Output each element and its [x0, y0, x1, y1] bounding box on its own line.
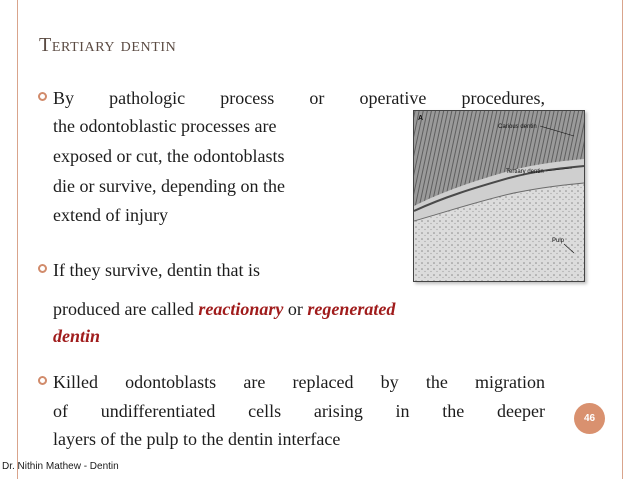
bullet-3-line-1: Killed odontoblasts are replaced by the migration: [53, 372, 545, 392]
bullet-1-line-3: exposed or cut, the odontoblasts: [53, 146, 285, 166]
term-regenerated-cont: dentin: [53, 326, 101, 346]
bullet-ring-icon: [38, 264, 47, 273]
term-reactionary: reactionary: [198, 299, 284, 319]
bullet-3-line-2: of undifferentiated cells arising in the deeper: [53, 401, 545, 421]
slide-title: Tertiary dentin: [39, 34, 177, 56]
bullet-2-line-1: If they survive, dentin that is: [53, 260, 260, 280]
bullet-1-line-5: extend of injury: [53, 205, 168, 225]
figure-label-carious: Carious dentin: [498, 124, 537, 130]
figure-label-tertiary: Tertiary dentin: [506, 169, 544, 175]
bullet-3-line-3: layers of the pulp to the dentin interface: [53, 429, 341, 449]
footer-text: Dr. Nithin Mathew - Dentin: [2, 461, 119, 472]
term-regenerated: regenerated: [307, 299, 396, 319]
bullet-1-line-1: By pathologic process or operative procedures,: [53, 88, 545, 108]
page-number-badge: 46: [574, 403, 605, 434]
bullet-2-conjunction: or: [283, 299, 308, 319]
right-rail-line: [622, 0, 623, 479]
bullet-2-prefix: produced are called: [53, 299, 199, 319]
bullet-1-line-4: die or survive, depending on the: [53, 176, 285, 196]
figure-panel-letter: A: [418, 115, 424, 122]
bullet-1-line-2: the odontoblastic processes are: [53, 116, 277, 136]
bullet-ring-icon: [38, 376, 47, 385]
micrograph-image: [414, 111, 584, 281]
bullet-2-line-2: [53, 295, 395, 323]
figure-label-pulp: Pulp: [552, 238, 565, 244]
bullet-ring-icon: [38, 92, 47, 101]
left-rail-line: [17, 0, 18, 479]
tertiary-dentin-micrograph: [413, 110, 585, 282]
